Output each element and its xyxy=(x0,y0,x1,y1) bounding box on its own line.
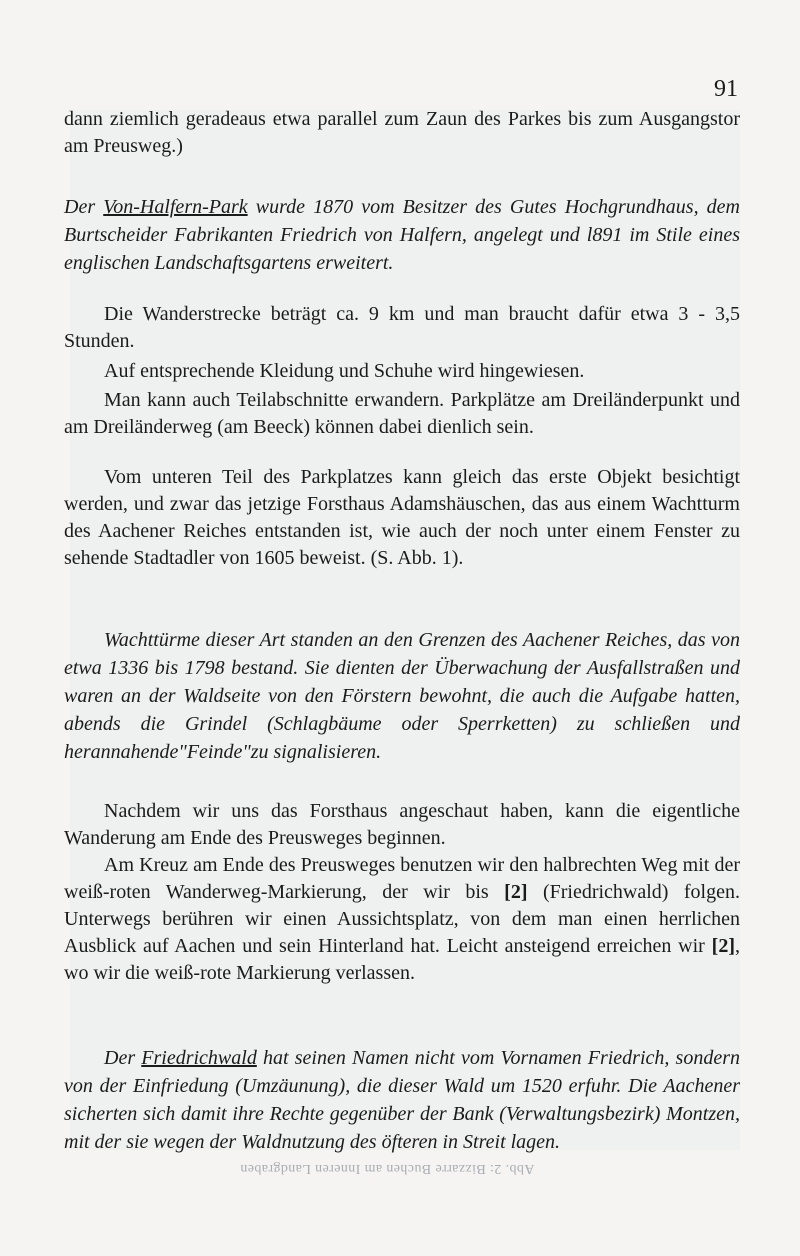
paragraph-sections: Man kann auch Teilabschnitte erwandern. Parkplätze am Dreiländerpunkt und am Dreiländerweg (am Beeck) können dabei dienlich sein. xyxy=(64,389,740,438)
waypoint-marker-2: [2] xyxy=(504,881,528,903)
term-von-halfern-park: Von-Halfern-Park xyxy=(103,196,248,218)
note-wachttuerme: Wachttürme dieser Art standen an den Grenzen des Aachener Reiches, das von etwa 1336 bis 1798 bestand. Sie dienten der Überwachung der Ausfallstraßen und waren an der Waldseite von den Förstern bewohnt, die auch die Aufgabe hatten, abends die Grindel (Schlagbäume oder Sperrketten) zu schließen und herannahende"Feinde"zu signalisieren. xyxy=(64,629,740,763)
term-friedrichwald: Friedrichwald xyxy=(141,1047,257,1069)
page-number: 91 xyxy=(714,76,738,102)
paragraph-distance: Die Wanderstrecke beträgt ca. 9 km und man braucht dafür etwa 3 - 3,5 Stunden. xyxy=(64,303,740,352)
note-friedrichwald: Der Friedrichwald hat seinen Namen nicht vom Vornamen Friedrich, sondern von der Einfriedung (Umzäunung), die dieser Wald um 1520 erfuhr. Die Aachener sicherten sich damit ihre Rechte gegenüber der Bank (Verwaltungsbezirk) Montzen, mit der sie wegen der Waldnutzung des öfteren in Streit lagen. xyxy=(64,1047,740,1153)
note-von-halfern-park: Der Von-Halfern-Park wurde 1870 vom Besitzer des Gutes Hochgrundhaus, dem Burtscheider Fabrikanten Friedrich von Halfern, angelegt und l891 im Stile eines englischen Landschaftsgartens erweitert. xyxy=(64,196,740,274)
paragraph-route: Am Kreuz am Ende des Preusweges benutzen wir den halbrechten Weg mit der weiß-roten Wanderweg-Markierung, der wir bis [2] (Friedrichwald) folgen. Unterwegs berühren wir einen Aussichtsplatz, von dem man einen herrlichen Ausblick auf Aachen und sein Hinterland hat. Leicht ansteigend erreichen wir [2], wo wir die weiß-rote Markierung verlassen. xyxy=(64,854,740,984)
paragraph-route-end: dann ziemlich geradeaus etwa parallel zum Zaun des Parkes bis zum Ausgangstor am Preusweg.) xyxy=(64,108,740,157)
paragraph-forsthaus: Vom unteren Teil des Parkplatzes kann gleich das erste Objekt besichtigt werden, und zwar das jetzige Forsthaus Adamshäuschen, das aus einem Wachtturm des Aachener Reiches entstanden ist, wie auch der noch unter einem Fenster zu sehende Stadtadler von 1605 beweist. (S. Abb. 1). xyxy=(64,466,740,569)
paragraph-clothing: Auf entsprechende Kleidung und Schuhe wird hingewiesen. xyxy=(104,360,585,382)
paragraph-start: Nachdem wir uns das Forsthaus angeschaut haben, kann die eigentliche Wanderung am Ende des Preusweges beginnen. xyxy=(64,800,740,849)
waypoint-marker-2-second: [2] xyxy=(711,935,735,957)
show-through-caption: Abb. 2: Bizzarre Buchen am Inneren Landgraben xyxy=(240,1161,535,1176)
